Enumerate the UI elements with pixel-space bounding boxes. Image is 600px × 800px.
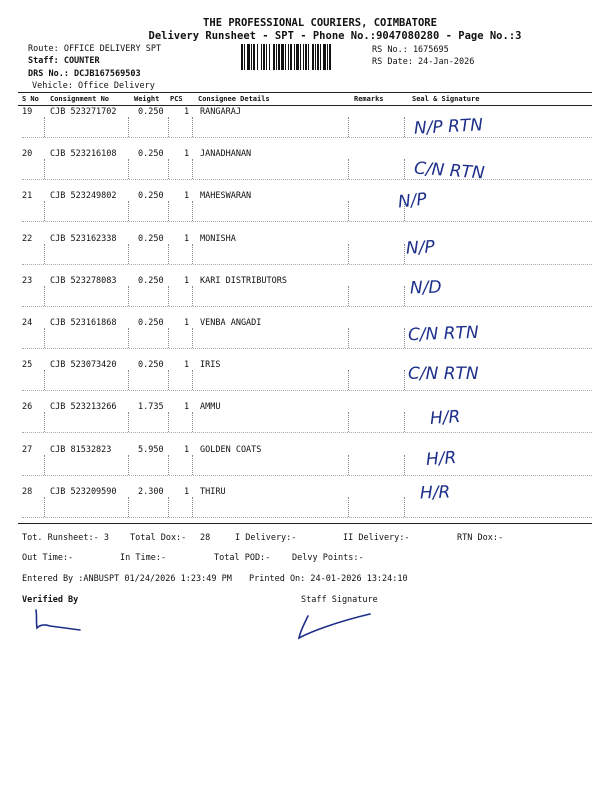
i-delivery: I Delivery:- (235, 533, 297, 543)
consignee-cell: RANGARAJ (200, 107, 241, 117)
table-row (22, 360, 592, 402)
table-row (22, 318, 592, 360)
col-seal-signature: Seal & Signature (412, 95, 480, 103)
sno-cell: 19 (22, 107, 33, 117)
consignee-cell: MAHESWARAN (200, 191, 252, 202)
delvy-points: Delvy Points:- (292, 553, 364, 563)
consignment-cell: CJB 523271702 (50, 107, 117, 117)
printed-on: Printed On: 24-01-2026 13:24:10 (249, 574, 408, 584)
handwritten-signature: N/P (405, 236, 436, 259)
consignment-cell: CJB 523213266 (50, 402, 117, 413)
handwritten-signature: C/N RTN (408, 364, 479, 385)
row-dividers (22, 244, 592, 264)
col-consignee: Consignee Details (198, 95, 270, 103)
rs-date: RS Date: 24-Jan-2026 (372, 57, 475, 67)
total-pod: Total POD:- (214, 553, 271, 563)
pcs-cell: 1 (184, 444, 190, 455)
weight-cell: 2.300 (138, 486, 164, 497)
consignment-cell: CJB 81532823 (50, 444, 112, 455)
weight-cell: 1.735 (138, 402, 164, 413)
consignee-cell: JANADHANAN (200, 149, 252, 160)
pcs-cell: 1 (184, 233, 190, 244)
tot-runsheet: Tot. Runsheet:- 3 (22, 533, 109, 543)
sno-cell: 21 (22, 191, 33, 202)
sno-cell: 24 (22, 318, 33, 328)
consignment-cell: CJB 523162338 (50, 233, 117, 244)
table-row (22, 191, 592, 233)
row-rule (22, 137, 592, 138)
rtn-dox: RTN Dox:- (457, 533, 504, 543)
handwritten-signature: H/R (425, 447, 457, 470)
handwritten-signature: N/D (409, 277, 442, 299)
col-remarks: Remarks (354, 95, 384, 103)
consignment-cell: CJB 523216108 (50, 149, 117, 160)
row-rule (22, 348, 592, 349)
consignee-cell: KARI DISTRIBUTORS (200, 275, 287, 286)
row-dividers (22, 370, 592, 390)
consignment-cell: CJB 523278083 (50, 275, 117, 286)
sno-cell: 27 (22, 444, 33, 455)
table-row (22, 149, 592, 191)
consignee-cell: MONISHA (200, 233, 236, 244)
row-rule (22, 264, 592, 265)
weight-cell: 0.250 (138, 275, 164, 286)
vehicle-label: Vehicle: Office Delivery (32, 81, 155, 91)
consignment-cell: CJB 523209590 (50, 486, 117, 497)
handwritten-signature: H/R (419, 482, 451, 504)
row-dividers (22, 412, 592, 432)
row-dividers (22, 497, 592, 517)
row-dividers (22, 328, 592, 348)
staff-signature-label: Staff Signature (301, 595, 378, 605)
consignment-cell: CJB 523161868 (50, 318, 117, 328)
ii-delivery: II Delivery:- (343, 533, 410, 543)
pcs-cell: 1 (184, 191, 190, 202)
route-label: Route: OFFICE DELIVERY SPT (28, 44, 162, 54)
row-rule (22, 306, 592, 307)
consignee-cell: VENBA ANGADI (200, 318, 262, 328)
weight-cell: 5.950 (138, 444, 164, 455)
col-consignment: Consignment No (50, 95, 110, 103)
handwritten-signature: H/R (429, 407, 461, 430)
row-dividers (22, 159, 592, 179)
drs-number: DRS No.: DCJB167569503 (28, 69, 141, 79)
rs-number: RS No.: 1675695 (372, 45, 449, 55)
total-dox-value: 28 (200, 533, 211, 543)
row-dividers (22, 201, 592, 221)
row-rule (22, 475, 592, 476)
table-row (22, 402, 592, 444)
pcs-cell: 1 (184, 318, 190, 328)
table-bottom-rule (18, 523, 592, 524)
consignee-cell: THIRU (200, 486, 226, 497)
company-name: THE PROFESSIONAL COURIERS, COIMBATORE (203, 17, 437, 29)
sno-cell: 25 (22, 360, 33, 371)
weight-cell: 0.250 (138, 318, 164, 328)
row-dividers (22, 455, 592, 475)
pcs-cell: 1 (184, 360, 190, 371)
sno-cell: 20 (22, 149, 33, 160)
verified-signature-scribble (28, 608, 88, 634)
header-top-rule (18, 92, 592, 93)
table-row (22, 107, 592, 149)
pcs-cell: 1 (184, 486, 190, 497)
table-header (22, 94, 592, 105)
handwritten-signature: C/N RTN (407, 322, 479, 346)
staff-label: Staff: COUNTER (28, 56, 100, 66)
consignee-cell: GOLDEN COATS (200, 444, 262, 455)
in-time: In Time:- (120, 553, 167, 563)
weight-cell: 0.250 (138, 149, 164, 160)
consignment-cell: CJB 523249802 (50, 191, 117, 202)
out-time: Out Time:- (22, 553, 74, 563)
weight-cell: 0.250 (138, 233, 164, 244)
weight-cell: 0.250 (138, 360, 164, 371)
row-rule (22, 517, 592, 518)
table-row (22, 276, 592, 318)
handwritten-signature: N/P RTN (413, 115, 484, 139)
row-rule (22, 179, 592, 180)
pcs-cell: 1 (184, 402, 190, 413)
handwritten-signature: N/P (397, 189, 428, 213)
row-dividers (22, 117, 592, 137)
consignee-cell: IRIS (200, 360, 221, 371)
header-bottom-rule (18, 105, 592, 106)
table-row (22, 445, 592, 487)
pcs-cell: 1 (184, 149, 190, 160)
consignee-cell: AMMU (200, 402, 221, 413)
weight-cell: 0.250 (138, 191, 164, 202)
consignment-cell: CJB 523073420 (50, 360, 117, 371)
row-rule (22, 390, 592, 391)
sno-cell: 22 (22, 233, 33, 244)
table-row (22, 234, 592, 276)
total-dox-label: Total Dox:- (130, 533, 187, 543)
col-sno: S No (22, 95, 39, 103)
sno-cell: 26 (22, 402, 33, 413)
handwritten-signature: C/N RTN (413, 158, 486, 184)
weight-cell: 0.250 (138, 107, 164, 117)
sno-cell: 28 (22, 486, 33, 497)
verified-by-label: Verified By (22, 595, 79, 605)
runsheet-title: Delivery Runsheet - SPT - Phone No.:9047080280 - Page No.:3 (148, 30, 522, 42)
pcs-cell: 1 (184, 275, 190, 286)
row-rule (22, 221, 592, 222)
sno-cell: 23 (22, 275, 33, 286)
staff-signature-scribble (296, 612, 376, 642)
row-rule (22, 432, 592, 433)
col-weight: Weight (134, 95, 160, 103)
barcode (241, 44, 367, 70)
row-dividers (22, 286, 592, 306)
pcs-cell: 1 (184, 107, 190, 117)
entered-by: Entered By :ANBUSPT 01/24/2026 1:23:49 PM (22, 574, 232, 584)
col-pcs: PCS (170, 95, 183, 103)
